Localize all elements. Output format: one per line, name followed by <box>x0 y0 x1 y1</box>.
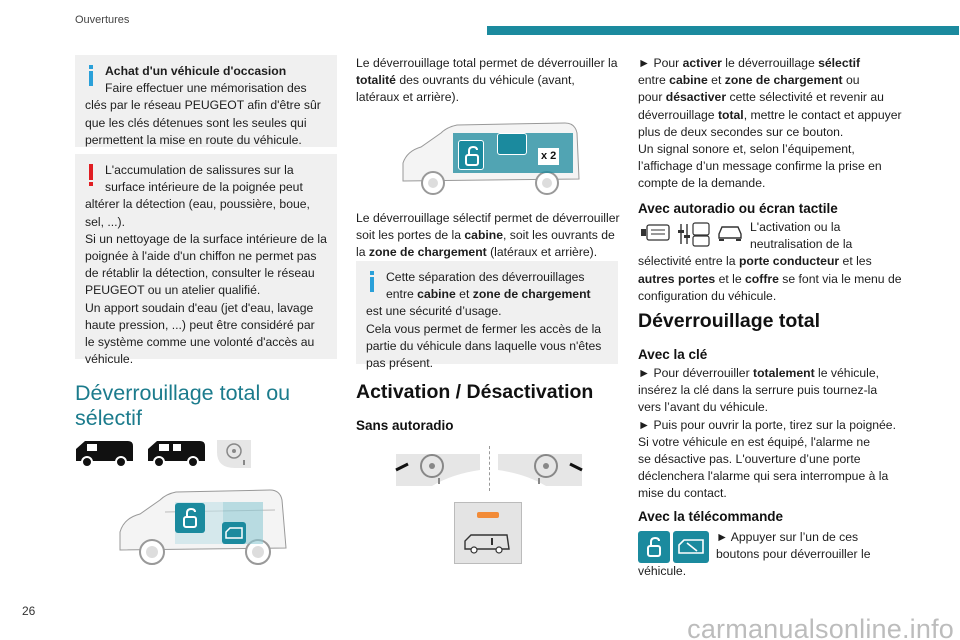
subsection-heading: Sans autoradio <box>356 418 454 433</box>
section-heading: Déverrouillage total <box>638 310 821 332</box>
info-icon <box>370 271 374 292</box>
paragraph-selective-unlock: Le déverrouillage sélectif permet de déverrouiller soit les portes de la cabine, soit les ouvrants de la zone de chargement (latéraux et arrière). <box>356 211 620 260</box>
note-title: Achat d'un véhicule d'occasion <box>105 64 287 78</box>
header-accent-bar <box>487 26 959 35</box>
info-icon <box>89 65 93 86</box>
note-text: clés par le réseau PEUGEOT afin d'être sûr que les clés détenues sont les seules qui permettent la mise en route du véhicule. <box>85 98 321 147</box>
note-text: Si un nettoyage de la surface intérieure de la poignée à l'aide d'un chiffon ne permet pas de rétablir la détection, consulter le réseau PEUGEOT ou un atelier qualifié. <box>85 231 327 298</box>
warning-note-handle <box>75 154 337 367</box>
subsection-heading: Avec la télécommande <box>638 509 784 524</box>
paragraph-activate: ► Pour activer le déverrouillage sélectif entre cabine et zone de chargement ou pour désactiver cette sélectivité et revenir au déverrouillage total, mettre le contact et appuyer plus de deux secondes sur ce bouton. Un signal sonore et, selon l’équipement, l’affichage d’un message confirme la prise en compte de la demande. <box>638 56 902 191</box>
paragraph-radio: L'activation ou la neutralisation de la sélectivité entre la porte conducteur et les autres portes et le coffre se font via le menu de configuration du véhicule. <box>638 220 902 303</box>
press-twice-badge: x 2 <box>538 148 559 165</box>
note-text: surface intérieure de la poignée peut <box>105 180 303 195</box>
section-title: Ouvertures <box>75 14 130 26</box>
van-silhouette-icon <box>145 437 210 469</box>
subsection-heading: Avec la clé <box>638 347 708 362</box>
warning-icon <box>89 164 93 186</box>
watermark: carmanualsonline.info <box>687 613 954 640</box>
van-lock-icon <box>461 527 517 557</box>
switch-indicator-led <box>477 512 499 518</box>
paragraph-key: ► Pour déverrouiller totalement le véhicule, insérez la clé dans la serrure puis tournez-la vers l’avant du véhicule. ► Puis pour ouvrir la porte, tirez sur la poignée. Si votre véhicule en est équipé, l'alarme ne se désactive pas. L'ouverture d’une porte déclenchera l'alarme qui sera interrompue à la mise du contact. <box>638 366 896 501</box>
divider-dashed <box>489 446 490 491</box>
note-text: altérer la détection (eau, poussière, boue, sel, ...). <box>85 197 310 229</box>
dashboard-left-illustration <box>392 446 484 491</box>
page-number: 26 <box>22 604 36 618</box>
steering-wheel-icon <box>215 438 253 470</box>
dashboard-right-illustration <box>494 446 586 491</box>
info-note-used-vehicle <box>75 55 337 147</box>
section-heading: Activation / Désactivation <box>356 381 594 403</box>
note-text: L'accumulation de salissures sur la <box>105 163 294 177</box>
unlock-button-icon <box>458 140 484 170</box>
selective-unlock-switch <box>454 502 522 564</box>
unlock-button-icon <box>175 503 205 533</box>
paragraph-total-unlock: Le déverrouillage total permet de déverrouiller la totalité des ouvrants du véhicule (avant, latéraux et arrière). <box>356 56 618 105</box>
note-text: Un apport soudain d'eau (jet d'eau, lavage haute pression, ...) peut être considéré par le système comme une volonté d'accès au véhicule. <box>85 300 315 367</box>
van-silhouette-icon <box>73 437 138 469</box>
note-text: Faire effectuer une mémorisation des <box>105 81 307 96</box>
paragraph-remote: ► Appuyer sur l’un de ces boutons pour déverrouiller le véhicule. <box>638 530 871 579</box>
cargo-unlock-button-icon <box>222 522 246 544</box>
subsection-heading: Avec autoradio ou écran tactile <box>638 201 838 216</box>
section-heading: Déverrouillage total ou sélectif <box>75 381 291 430</box>
cargo-unlock-button-icon <box>497 133 527 155</box>
info-note-separation: Cette séparation des déverrouillages entre cabine et zone de chargement est une sécurité d’usage. Cela vous permet de fermer les accès de la partie du véhicule dans laquelle vous n'êtes pas présent. <box>356 261 618 364</box>
